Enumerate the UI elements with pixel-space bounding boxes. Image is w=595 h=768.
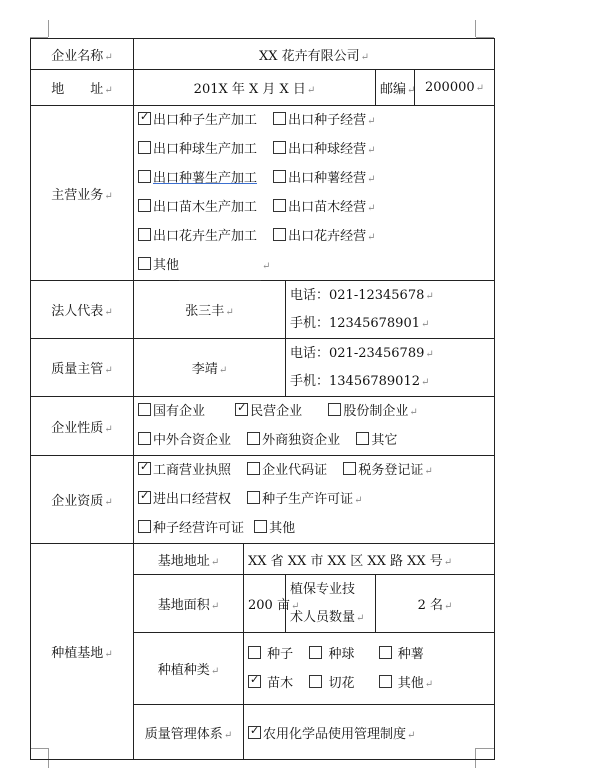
qualifications-label: 企业资质	[51, 494, 104, 509]
paragraph-mark: ↵	[210, 601, 220, 612]
company-name-label: 企业名称	[51, 48, 104, 64]
business-option-row	[138, 135, 490, 164]
business-option-row	[138, 222, 490, 251]
business-option-label: 出口种薯经营	[288, 171, 367, 186]
checkbox-icon[interactable]	[254, 520, 267, 533]
business-option-label: 出口种子经营	[288, 113, 367, 128]
quality-manager-name-cell[interactable]	[134, 339, 286, 397]
business-option-label: 出口苗木经营	[288, 200, 367, 215]
business-option-row	[138, 193, 490, 222]
planting-type-label: 种子	[267, 646, 294, 662]
paragraph-mark: ↵	[225, 307, 234, 318]
quality-manager-name: 李靖	[191, 362, 218, 377]
main-business-label-cell	[31, 106, 134, 281]
qualification-option-row	[138, 514, 490, 543]
base-address-label: 基地地址	[157, 553, 210, 569]
company-name-label-cell	[31, 39, 134, 70]
checkbox-icon[interactable]	[273, 112, 286, 125]
quality-manager-phone: 电话：021-23456789	[290, 345, 425, 361]
paragraph-mark: ↵	[407, 729, 416, 741]
paragraph-mark: ↵	[367, 145, 376, 156]
checkbox-checked-icon[interactable]	[248, 726, 261, 739]
planting-type-label: 其他	[397, 675, 424, 691]
planting-types-label-cell	[134, 633, 244, 705]
nature-option-label: 外商独资企业	[262, 433, 341, 448]
checkbox-checked-icon[interactable]	[248, 675, 261, 688]
quality-system-item: 农用化学品使用管理制度	[263, 726, 407, 742]
row-enterprise-nature	[31, 397, 495, 456]
checkbox-icon[interactable]	[379, 646, 392, 659]
base-address-cell[interactable]	[244, 544, 495, 575]
row-address	[31, 70, 495, 106]
checkbox-checked-icon[interactable]	[138, 112, 151, 125]
staff-label-cell	[286, 575, 376, 633]
postcode-value: 200000	[425, 80, 475, 95]
planting-type-label: 种球	[328, 646, 355, 662]
base-address-value: XX 省 XX 市 XX 区 XX 路 XX 号	[248, 553, 443, 569]
qualification-option-label: 工商营业执照	[153, 463, 232, 478]
row-main-business	[31, 106, 495, 281]
address-label-cell	[31, 70, 134, 106]
paragraph-mark: ↵	[444, 601, 453, 612]
business-option-label: 出口种球经营	[288, 142, 367, 157]
checkbox-checked-icon[interactable]	[138, 491, 151, 504]
legal-rep-name: 张三丰	[185, 304, 225, 319]
paragraph-mark: ↵	[425, 348, 434, 360]
legal-rep-name-cell[interactable]	[134, 281, 286, 339]
company-name-value: XX 花卉有限公司	[259, 48, 360, 64]
paragraph-mark: ↵	[360, 51, 370, 63]
planting-type-label: 种薯	[397, 646, 424, 662]
paragraph-mark: ↵	[218, 365, 228, 376]
paragraph-mark: ↵	[424, 466, 433, 477]
business-option-row	[138, 106, 490, 135]
business-option-label: 出口苗木生产加工	[153, 200, 258, 215]
planting-types-label: 种植种类	[157, 663, 210, 678]
base-area-cell[interactable]	[244, 575, 300, 633]
row-legal-rep	[31, 281, 495, 339]
nature-option-label: 中外合资企业	[153, 433, 232, 448]
paragraph-mark: ↵	[104, 497, 113, 508]
checkbox-icon[interactable]	[138, 432, 151, 445]
nature-option-label: 国有企业	[153, 404, 206, 419]
nature-option-label: 民营企业	[250, 404, 303, 419]
checkbox-icon[interactable]	[379, 675, 392, 688]
row-qualifications	[31, 456, 495, 544]
crop-mark	[475, 20, 476, 37]
legal-rep-label: 法人代表	[51, 304, 104, 319]
paragraph-mark: ↵	[104, 85, 113, 96]
legal-rep-phone: 电话：021-12345678	[290, 287, 425, 303]
paragraph-mark: ↵	[367, 174, 376, 185]
paragraph-mark: ↵	[210, 666, 220, 677]
planting-type-row	[248, 669, 490, 698]
qualification-option-label: 种子经营许可证	[153, 521, 245, 536]
enterprise-nature-label-cell	[31, 397, 134, 456]
qualification-option-label: 税务登记证	[358, 463, 424, 478]
checkbox-icon[interactable]	[247, 491, 260, 504]
staff-count-value: 2 名	[417, 598, 444, 613]
paragraph-mark: ↵	[407, 85, 416, 96]
business-option-row	[138, 164, 490, 193]
checkbox-icon[interactable]	[247, 462, 260, 475]
row-base-address	[31, 544, 495, 575]
business-option-row	[138, 251, 490, 280]
other-blank-field[interactable]	[179, 266, 261, 281]
qualifications-label-cell	[31, 456, 134, 544]
qualifications-options	[134, 456, 495, 544]
business-option-label: 出口种子生产加工	[153, 113, 258, 128]
business-option-label: 出口种球生产加工	[153, 142, 258, 157]
postcode-label-cell	[376, 70, 415, 106]
business-option-label: 出口花卉生产加工	[153, 229, 258, 244]
checkbox-icon[interactable]	[273, 141, 286, 154]
paragraph-mark: ↵	[306, 85, 316, 96]
paragraph-mark: ↵	[443, 556, 453, 568]
quality-manager-mobile: 手机：13456789012	[290, 373, 420, 389]
business-option-label: 出口种薯生产加工	[153, 171, 258, 186]
quality-system-label: 质量管理体系	[144, 726, 223, 742]
checkbox-icon[interactable]	[138, 257, 151, 270]
paragraph-mark: ↵	[104, 51, 113, 63]
checkbox-checked-icon[interactable]	[235, 403, 248, 416]
paragraph-mark: ↵	[262, 261, 271, 272]
checkbox-icon[interactable]	[247, 432, 260, 445]
paragraph-mark: ↵	[367, 116, 376, 127]
paragraph-mark: ↵	[475, 83, 485, 94]
planting-base-label-cell	[31, 544, 134, 760]
checkbox-icon[interactable]	[356, 432, 369, 445]
base-area-label-cell	[134, 575, 244, 633]
checkbox-icon[interactable]	[138, 170, 151, 183]
checkbox-icon[interactable]	[343, 462, 356, 475]
quality-system-label-cell	[134, 705, 244, 760]
business-option-label: 其他	[153, 258, 180, 273]
qualification-option-label: 其他	[269, 521, 296, 536]
paragraph-mark: ↵	[210, 556, 220, 568]
qualification-option-row	[138, 485, 490, 514]
main-business-label: 主营业务	[51, 187, 104, 203]
checkbox-checked-icon[interactable]	[138, 462, 151, 475]
business-option-label: 出口花卉经营	[288, 229, 367, 244]
legal-rep-mobile: 手机：12345678901	[290, 315, 420, 331]
postcode-label: 邮编	[380, 82, 407, 97]
paragraph-mark: ↵	[104, 190, 113, 202]
qualification-option-label: 企业代码证	[262, 463, 328, 478]
address-cell[interactable]	[134, 70, 376, 106]
legal-rep-label-cell	[31, 281, 134, 339]
base-area-value: 200 亩	[248, 598, 290, 613]
crop-mark	[48, 20, 49, 37]
paragraph-mark: ↵	[104, 365, 113, 376]
paragraph-mark: ↵	[104, 307, 113, 318]
qualification-option-label: 种子生产许可证	[262, 492, 354, 507]
nature-option-label: 其它	[371, 433, 398, 448]
checkbox-icon[interactable]	[138, 228, 151, 241]
enterprise-nature-options	[134, 397, 495, 456]
paragraph-mark: ↵	[354, 495, 363, 506]
checkbox-icon[interactable]	[138, 199, 151, 212]
quality-system-options	[244, 705, 495, 760]
nature-option-label: 股份制企业	[343, 404, 409, 419]
paragraph-mark: ↵	[290, 601, 300, 612]
paragraph-mark: ↵	[424, 678, 434, 690]
base-address-label-cell	[134, 544, 244, 575]
quality-manager-label: 质量主管	[51, 362, 104, 377]
staff-label-line: 术人员数量	[290, 609, 356, 625]
planting-base-label: 种植基地	[51, 646, 104, 661]
row-quality-manager	[31, 339, 495, 397]
checkbox-icon[interactable]	[309, 675, 322, 688]
paragraph-mark: ↵	[420, 376, 430, 388]
paragraph-mark: ↵	[367, 232, 376, 243]
nature-option-row	[138, 397, 490, 426]
address-label: 地 址	[51, 82, 104, 97]
enterprise-nature-label: 企业性质	[51, 420, 104, 436]
postcode-cell[interactable]	[415, 70, 495, 106]
planting-type-row	[248, 640, 490, 669]
checkbox-icon[interactable]	[273, 228, 286, 241]
staff-count-cell[interactable]	[376, 575, 495, 633]
paragraph-mark: ↵	[104, 649, 113, 660]
paragraph-mark: ↵	[409, 407, 418, 418]
qualification-option-label: 进出口经营权	[153, 492, 232, 507]
planting-type-label: 苗木	[267, 675, 294, 691]
planting-type-label: 切花	[328, 675, 355, 691]
paragraph-mark: ↵	[104, 423, 113, 435]
checkbox-icon[interactable]	[138, 141, 151, 154]
checkbox-icon[interactable]	[273, 199, 286, 212]
staff-label-line: 植保专业技	[290, 581, 356, 597]
checkbox-icon[interactable]	[328, 403, 341, 416]
quality-manager-label-cell	[31, 339, 134, 397]
nature-option-row	[138, 426, 490, 455]
checkbox-icon[interactable]	[248, 646, 261, 659]
paragraph-mark: ↵	[356, 612, 365, 624]
planting-types-options	[244, 633, 495, 705]
address-value: 201X 年 X 月 X 日	[193, 82, 306, 97]
paragraph-mark: ↵	[367, 203, 376, 214]
qualification-option-row	[138, 456, 490, 485]
checkbox-icon[interactable]	[273, 170, 286, 183]
paragraph-mark: ↵	[425, 290, 434, 302]
checkbox-icon[interactable]	[138, 520, 151, 533]
main-business-options	[134, 106, 495, 281]
quality-manager-contact-cell[interactable]	[286, 339, 495, 397]
row-company-name	[31, 39, 495, 70]
base-area-label: 基地面积	[157, 598, 210, 613]
checkbox-icon[interactable]	[138, 403, 151, 416]
legal-rep-contact-cell[interactable]	[286, 281, 495, 339]
checkbox-icon[interactable]	[309, 646, 322, 659]
company-name-cell[interactable]	[134, 39, 495, 70]
enterprise-info-form	[30, 38, 495, 760]
paragraph-mark: ↵	[223, 729, 233, 741]
paragraph-mark: ↵	[420, 318, 430, 330]
